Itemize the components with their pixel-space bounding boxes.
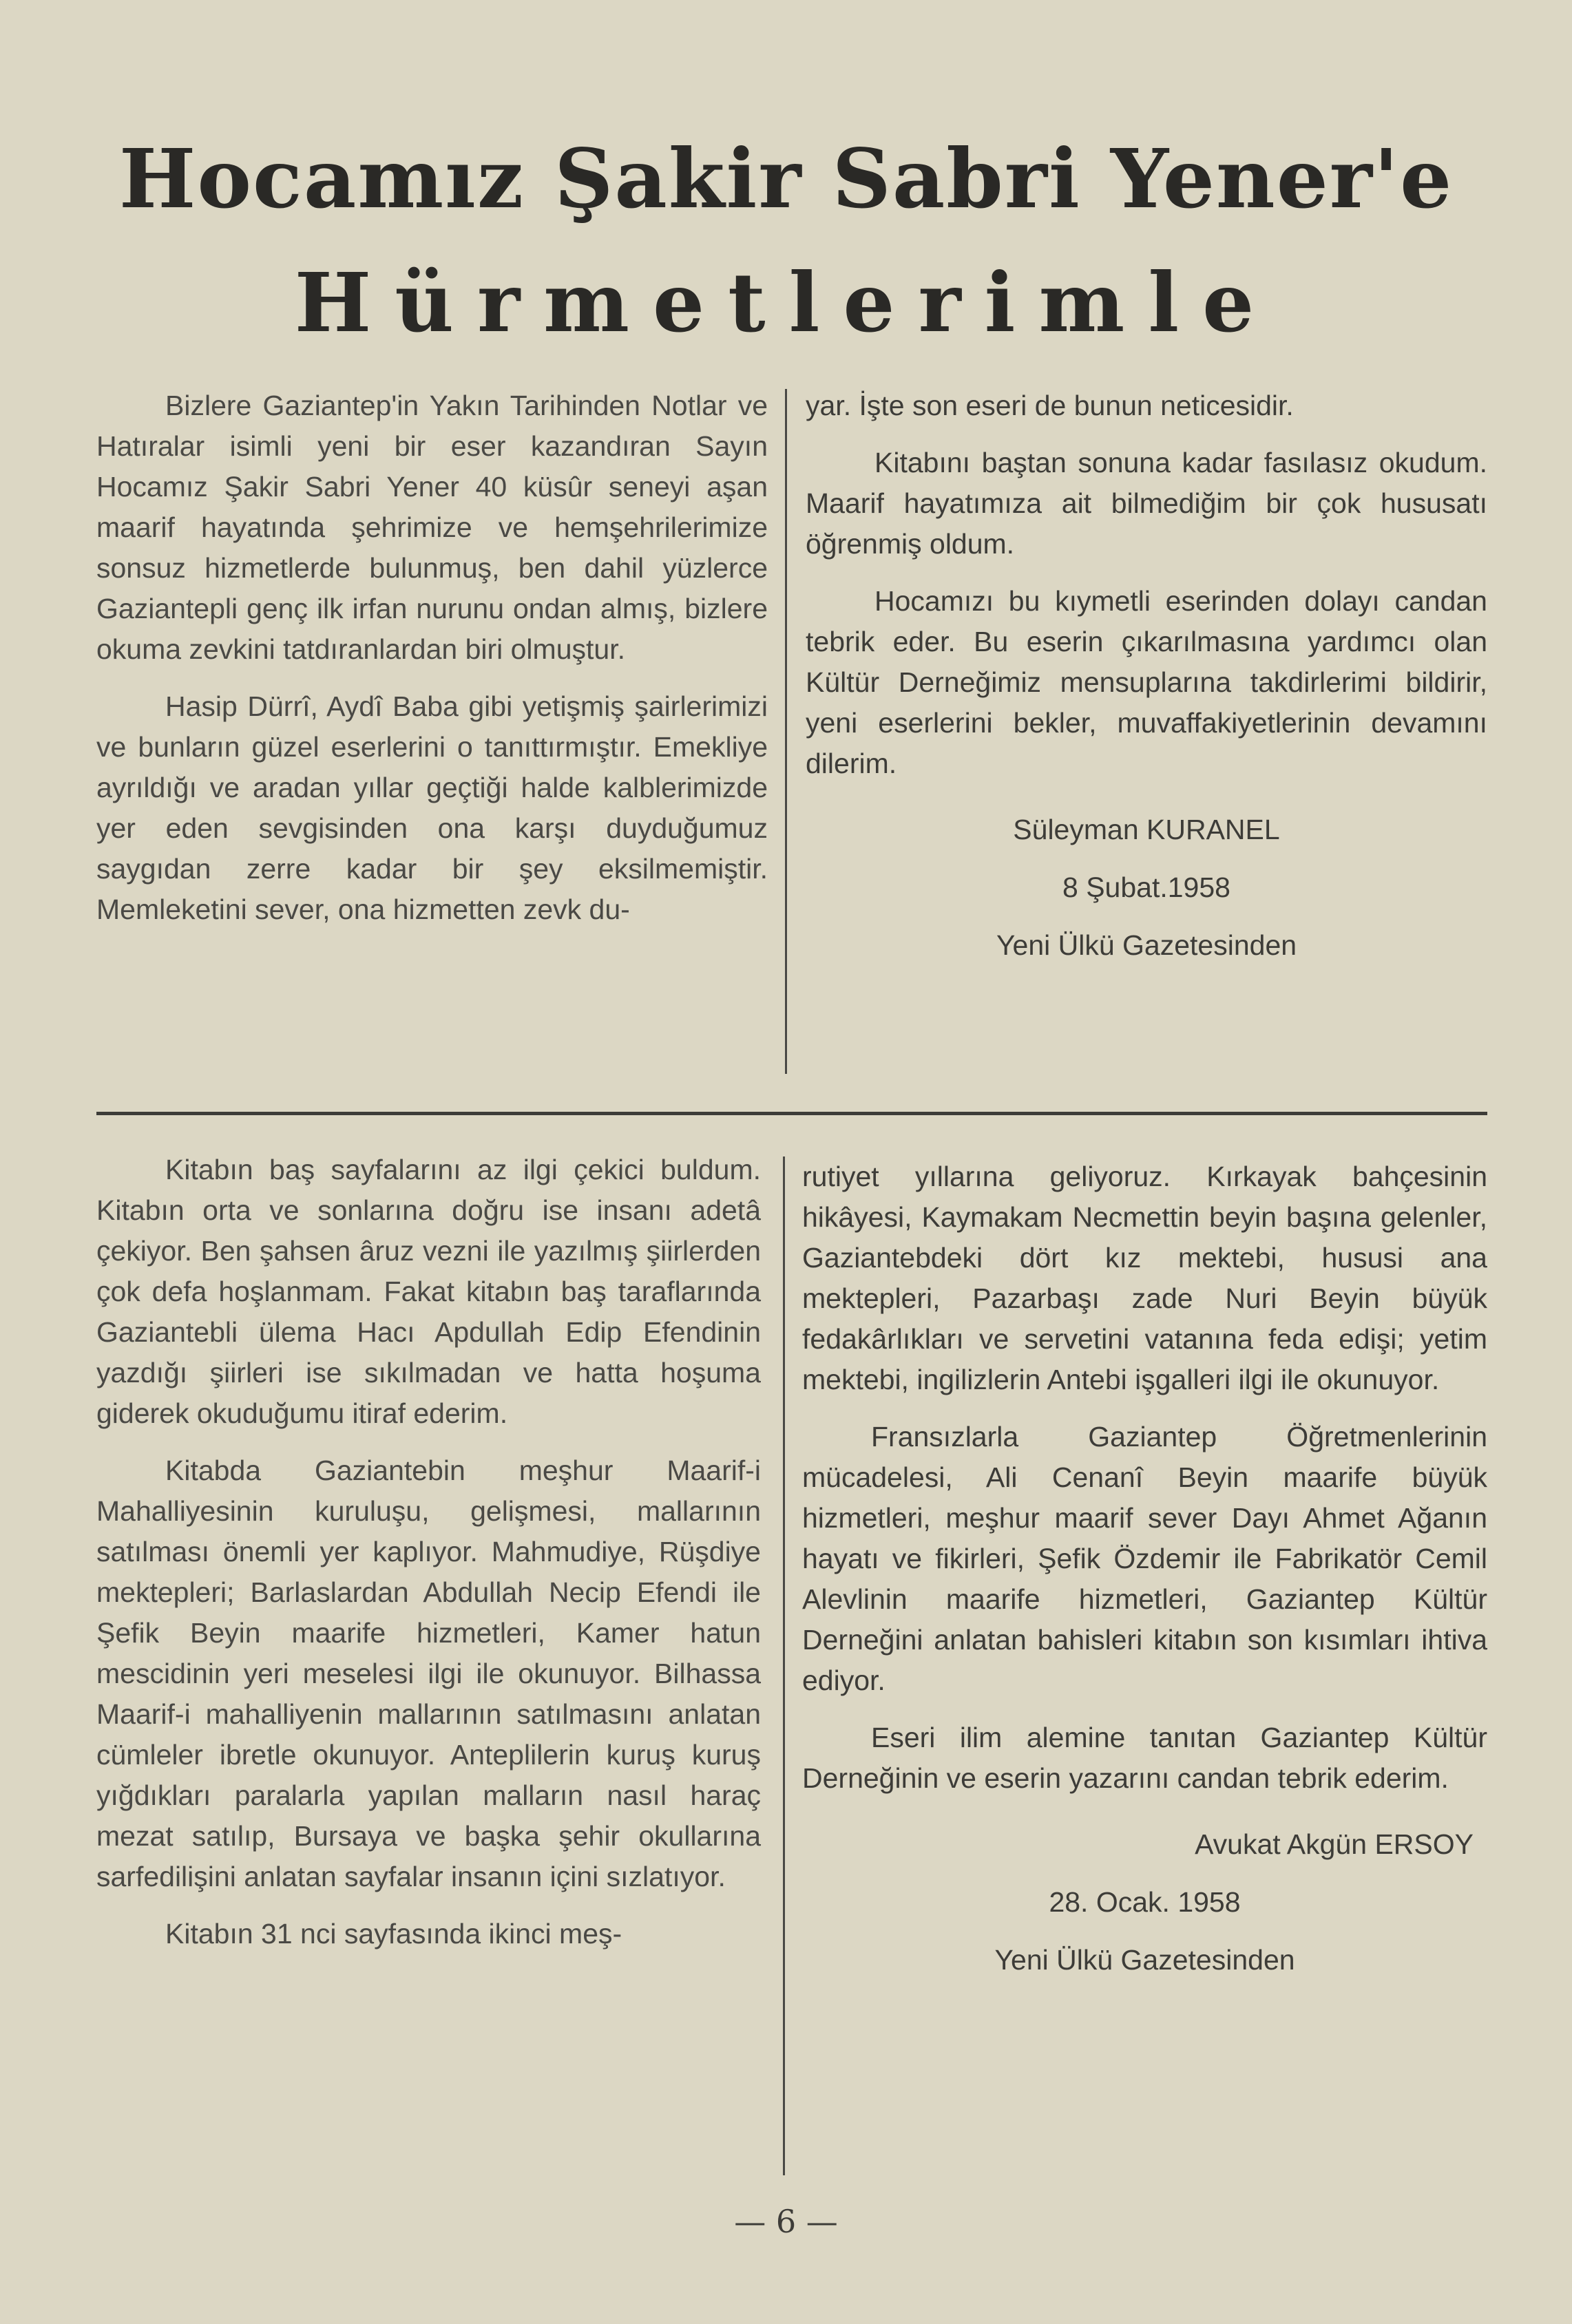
- section-divider: [96, 1112, 1487, 1115]
- page-title-line2: Hürmetlerimle: [294, 255, 1278, 350]
- paragraph: Hasip Dürrî, Aydî Baba gibi yetişmiş şairlerimizi ve bunların güzel eserlerini o tanıttırmıştır. Emekliye ayrıldığı ve aradan yıllar geçtiği halde kalblerimizde yer eden sevgisinden ona karşı duyduğumuz saygıdan zerre kadar bir şey eksilmemiştir. Memleketini sever, ona hizmetten zevk du-: [96, 690, 768, 925]
- paragraph: Eseri ilim alemine tanıtan Gaziantep Kültür Derneğinin ve eserin yazarını candan tebrik ederim.: [802, 1722, 1487, 1794]
- paragraph: rutiyet yıllarına geliyoruz. Kırkayak bahçesinin hikâyesi, Kaymakam Necmettin beyin başına gelenler, Gaziantebdeki dört kız mektebi, hususi ana mektepleri, Pazarbaşı zade Nuri Beyin büyük fedakârlıkları ve servetini vatanına feda edişi; yetim mektebi, ingilizlerin Antebi işgalleri ilgi ile okunuyor.: [802, 1161, 1487, 1395]
- paragraph: Bizlere Gaziantep'in Yakın Tarihinden Notlar ve Hatıralar isimli yeni bir eser kazandıran Sayın Hocamız Şakir Sabri Yener 40 küsûr seneyi aşan maarif hayatında şehrimize ve hemşehrilerimize sonsuz hizmetlerde bulunmuş, ben dahil yüzlerce Gaziantepli genç ilk irfan nurunu ondan almış, bizlere okuma zevkini tatdıranlardan biri olmuştur.: [96, 390, 768, 665]
- paragraph: Hocamızı bu kıymetli eserinden dolayı candan tebrik eder. Bu eserin çıkarılmasına yardımcı olan Kültür Derneğimiz mensuplarına takdirlerimi bildirir, yeni eserlerini bekler, muvaffakiyetlerinin devamını dilerim.: [806, 585, 1487, 779]
- paragraph: Kitabda Gaziantebin meşhur Maarif-i Mahalliyesinin kuruluşu, gelişmesi, mallarının satılması önemli yer kaplıyor. Mahmudiye, Rüşdiye mektepleri; Barlaslardan Abdullah Necip Efendi ile Şefik Beyin maarife hizmetleri, Kamer hatun mescidinin yeri meselesi ilgi ile okunuyor. Bilhassa Maarif-i mahalliyenin mallarının satılmasını anlatan cümleler ibretle okunuyor. Anteplilerin kuruş kuruş yığdıkları paralarla yapılan malların nasıl haraç mezat satılıp, Bursaya ve başka şehir okullarına sarfedilişini anlatan sayfalar insanın içini sızlatıyor.: [96, 1455, 761, 1892]
- column-divider: [783, 1156, 785, 2175]
- article1-right-column: [806, 385, 1487, 974]
- paragraph: yar. İşte son eseri de bunun neticesidir.: [806, 390, 1294, 421]
- paragraph: Kitabın baş sayfalarını az ilgi çekici buldum. Kitabın orta ve sonlarına doğru ise insanı adetâ çekiyor. Ben şahsen âruz vezni ile yazılmış şiirlerden çok defa hoşlanmam. Fakat kitabın baş taraflarında Gaziantebli ülema Hacı Apdullah Edip Efendinin yazdığı şiirleri ise sıkılmadan ve hatta hoşuma giderek okuduğumu itiraf ederim.: [96, 1154, 761, 1429]
- article1-left-column: [96, 385, 768, 930]
- author-signature: Avukat Akgün ERSOY: [1195, 1828, 1474, 1860]
- article-source: Yeni Ülkü Gazetesinden: [994, 1944, 1295, 1976]
- page-title-line1: Hocamız Şakir Sabri Yener'e: [118, 131, 1454, 226]
- article-source: Yeni Ülkü Gazetesinden: [996, 929, 1297, 961]
- article-date: 28. Ocak. 1958: [1049, 1886, 1241, 1918]
- article2-right-column: [802, 1156, 1487, 1989]
- column-divider: [785, 389, 787, 1074]
- author-signature: Süleyman KURANEL: [1013, 814, 1280, 845]
- paragraph: Kitabın 31 nci sayfasında ikinci meş-: [165, 1918, 622, 1950]
- paragraph: Kitabını baştan sonuna kadar fasılasız okudum. Maarif hayatımıza ait bilmediğim bir çok hususatı öğrenmiş oldum.: [806, 447, 1487, 560]
- paragraph: Fransızlarla Gaziantep Öğretmenlerinin mücadelesi, Ali Cenanî Beyin maarife büyük hizmetleri, meşhur maarif sever Dayı Ahmet Ağanın hayatı ve fikirleri, Şefik Özdemir ile Fabrikatör Cemil Alevlinin maarife hizmetleri, Gaziantep Kültür Derneğini anlatan bahisleri kitabın son kısımları ihtiva ediyor.: [802, 1421, 1487, 1696]
- article2-left-column: [96, 1150, 761, 1954]
- page-number: — 6 —: [734, 2203, 838, 2240]
- article-date: 8 Şubat.1958: [1062, 872, 1230, 903]
